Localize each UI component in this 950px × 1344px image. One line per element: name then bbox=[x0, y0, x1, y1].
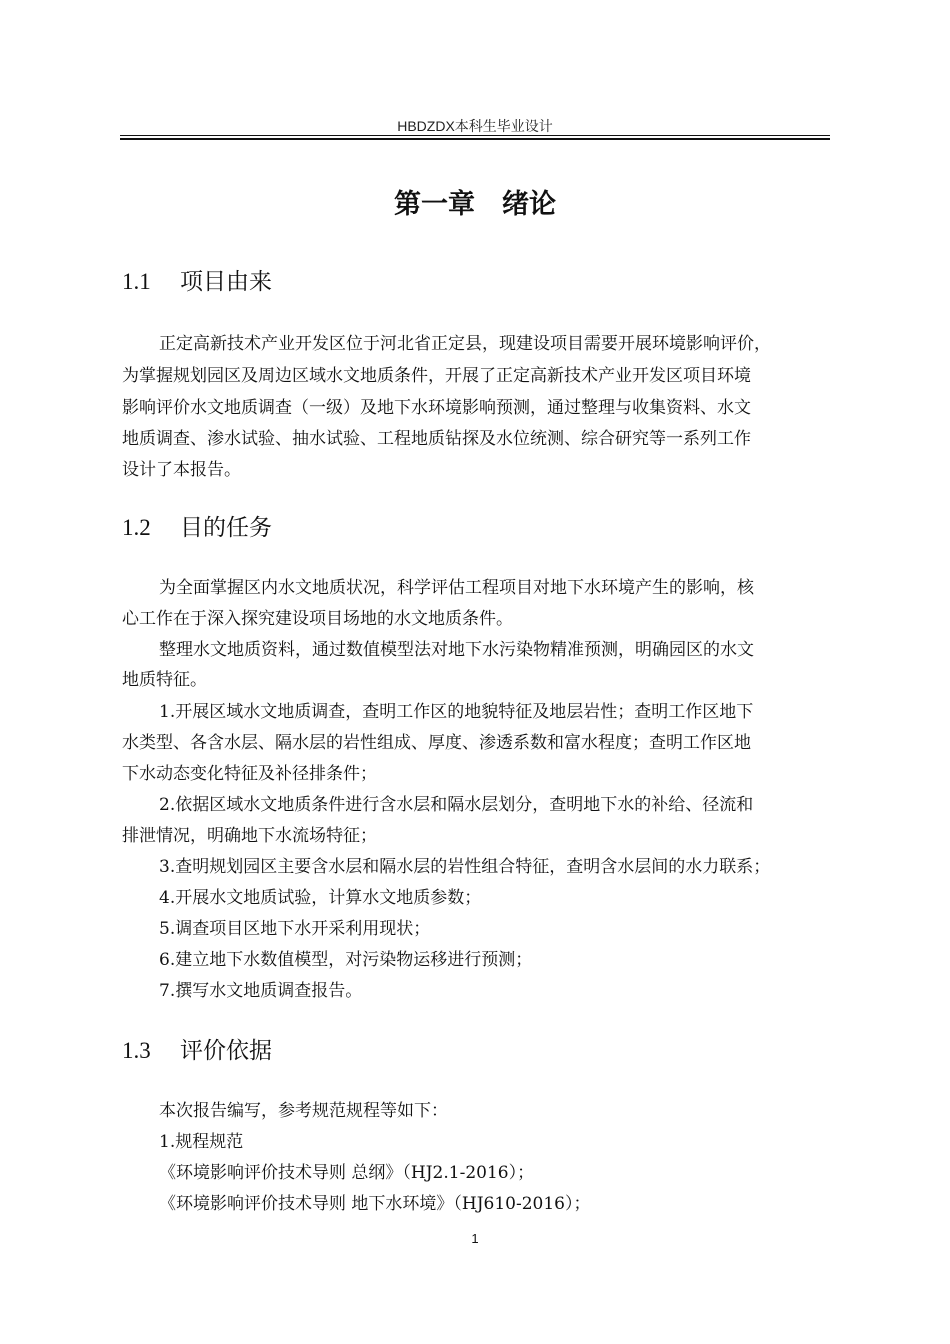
list-item-line: 1.开展区域水文地质调查，查明工作区的地貌特征及地层岩性；查明工作区地下 bbox=[159, 702, 754, 722]
chapter-title: 第一章 绪论 bbox=[394, 189, 556, 220]
paragraph-line: 整理水文地质资料，通过数值模型法对地下水污染物精准预测，明确园区的水文 bbox=[159, 640, 754, 660]
section-title: 目的任务 bbox=[180, 515, 272, 541]
paragraph-line: 为掌握规划园区及周边区域水文地质条件，开展了正定高新技术产业开发区项目环境 bbox=[122, 366, 751, 386]
page-number: 1 bbox=[471, 1231, 479, 1246]
paragraph-line: 正定高新技术产业开发区位于河北省正定县，现建设项目需要开展环境影响评价， bbox=[159, 334, 771, 354]
section-heading-1-1 bbox=[122, 263, 272, 296]
section-heading-1-2 bbox=[122, 509, 272, 542]
header-rule-thick bbox=[120, 138, 830, 140]
paragraph-line: 本次报告编写，参考规范规程等如下： bbox=[159, 1101, 448, 1121]
list-item: 7.撰写水文地质调查报告。 bbox=[159, 981, 363, 1001]
paragraph-line: 地质特征。 bbox=[122, 670, 207, 690]
list-item: 6.建立地下水数值模型，对污染物运移进行预测； bbox=[159, 950, 533, 970]
section-number: 1.1 bbox=[122, 269, 151, 294]
paragraph-line: 心工作在于深入探究建设项目场地的水文地质条件。 bbox=[122, 609, 513, 629]
section-heading-1-3 bbox=[122, 1032, 272, 1065]
paragraph-line: 影响评价水文地质调查（一级）及地下水环境影响预测，通过整理与收集资料、水文 bbox=[122, 398, 751, 418]
reference-item: 《环境影响评价技术导则 地下水环境》（HJ610-2016）； bbox=[159, 1194, 591, 1214]
paragraph-line: 地质调查、渗水试验、抽水试验、工程地质钻探及水位统测、综合研究等一系列工作 bbox=[122, 429, 751, 449]
list-item: 3.查明规划园区主要含水层和隔水层的岩性组合特征，查明含水层间的水力联系； bbox=[159, 857, 771, 877]
reference-item: 《环境影响评价技术导则 总纲》（HJ2.1-2016）； bbox=[159, 1163, 535, 1183]
running-header: HBDZDX本科生毕业设计 bbox=[397, 118, 553, 134]
paragraph-line: 为全面掌握区内水文地质状况，科学评估工程项目对地下水环境产生的影响，核 bbox=[159, 578, 754, 598]
list-item: 5.调查项目区地下水开采利用现状； bbox=[159, 919, 431, 939]
list-item-line: 2.依据区域水文地质条件进行含水层和隔水层划分，查明地下水的补给、径流和 bbox=[159, 795, 754, 815]
list-item-line: 水类型、各含水层、隔水层的岩性组成、厚度、渗透系数和富水程度；查明工作区地 bbox=[122, 733, 751, 753]
paragraph-line: 设计了本报告。 bbox=[122, 460, 241, 480]
header-rule-thin bbox=[120, 135, 830, 136]
section-title: 评价依据 bbox=[180, 1038, 272, 1064]
list-item-line: 排泄情况，明确地下水流场特征； bbox=[122, 826, 377, 846]
subheading: 1.规程规范 bbox=[159, 1132, 244, 1152]
section-number: 1.3 bbox=[122, 1038, 151, 1063]
section-title: 项目由来 bbox=[180, 269, 272, 295]
list-item-line: 下水动态变化特征及补径排条件； bbox=[122, 764, 377, 784]
section-number: 1.2 bbox=[122, 515, 151, 540]
list-item: 4.开展水文地质试验，计算水文地质参数； bbox=[159, 888, 482, 908]
